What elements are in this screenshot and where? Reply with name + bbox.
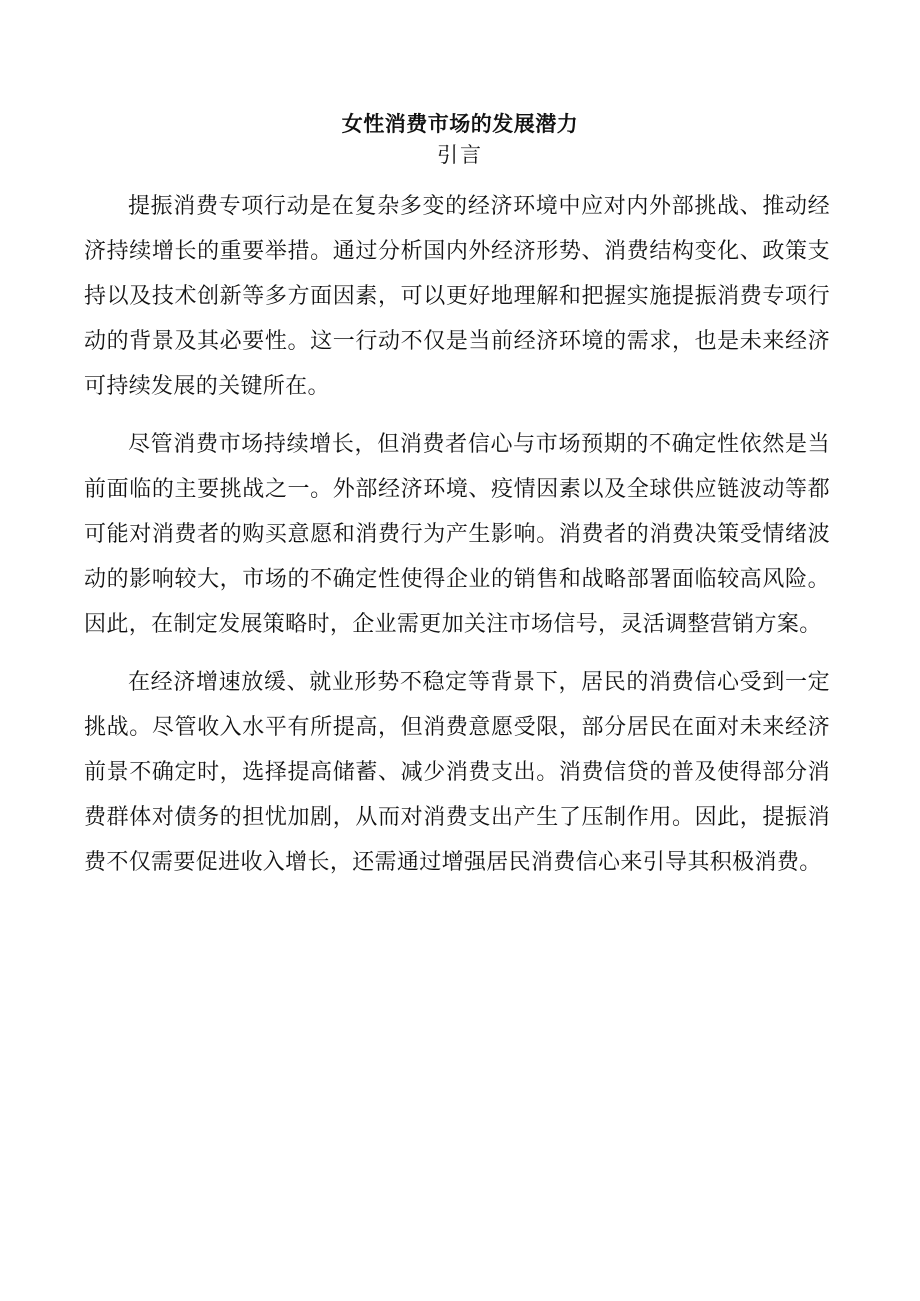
section-heading: 引言 [437, 143, 483, 167]
document-title: 女性消费市场的发展潜力 [341, 111, 579, 136]
paragraph-1: 提振消费专项行动是在复杂多变的经济环境中应对内外部挑战、推动经济持续增长的重要举措。通过分析国内外经济形势、消费结构变化、政策支持以及技术创新等多方面因素，可以更好地理解和把握实施提振消费专项行动的背景及其必要性。这一行动不仅是当前经济环境的需求，也是未来经济可持续发展的关键所在。 [84, 194, 830, 399]
paragraph-3: 在经济增速放缓、就业形势不稳定等背景下，居民的消费信心受到一定挑战。尽管收入水平有所提高，但消费意愿受限，部分居民在面对未来经济前景不确定时，选择提高储蓄、减少消费支出。消费信贷的普及使得部分消费群体对债务的担忧加剧，从而对消费支出产生了压制作用。因此，提振消费不仅需要促进收入增长，还需通过增强居民消费信心来引导其积极消费。 [84, 670, 830, 875]
paragraph-2: 尽管消费市场持续增长，但消费者信心与市场预期的不确定性依然是当前面临的主要挑战之一。外部经济环境、疫情因素以及全球供应链波动等都可能对消费者的购买意愿和消费行为产生影响。消费者的消费决策受情绪波动的影响较大，市场的不确定性使得企业的销售和战略部署面临较高风险。因此，在制定发展策略时，企业需更加关注市场信号，灵活调整营销方案。 [84, 432, 830, 637]
document-body [84, 184, 830, 898]
